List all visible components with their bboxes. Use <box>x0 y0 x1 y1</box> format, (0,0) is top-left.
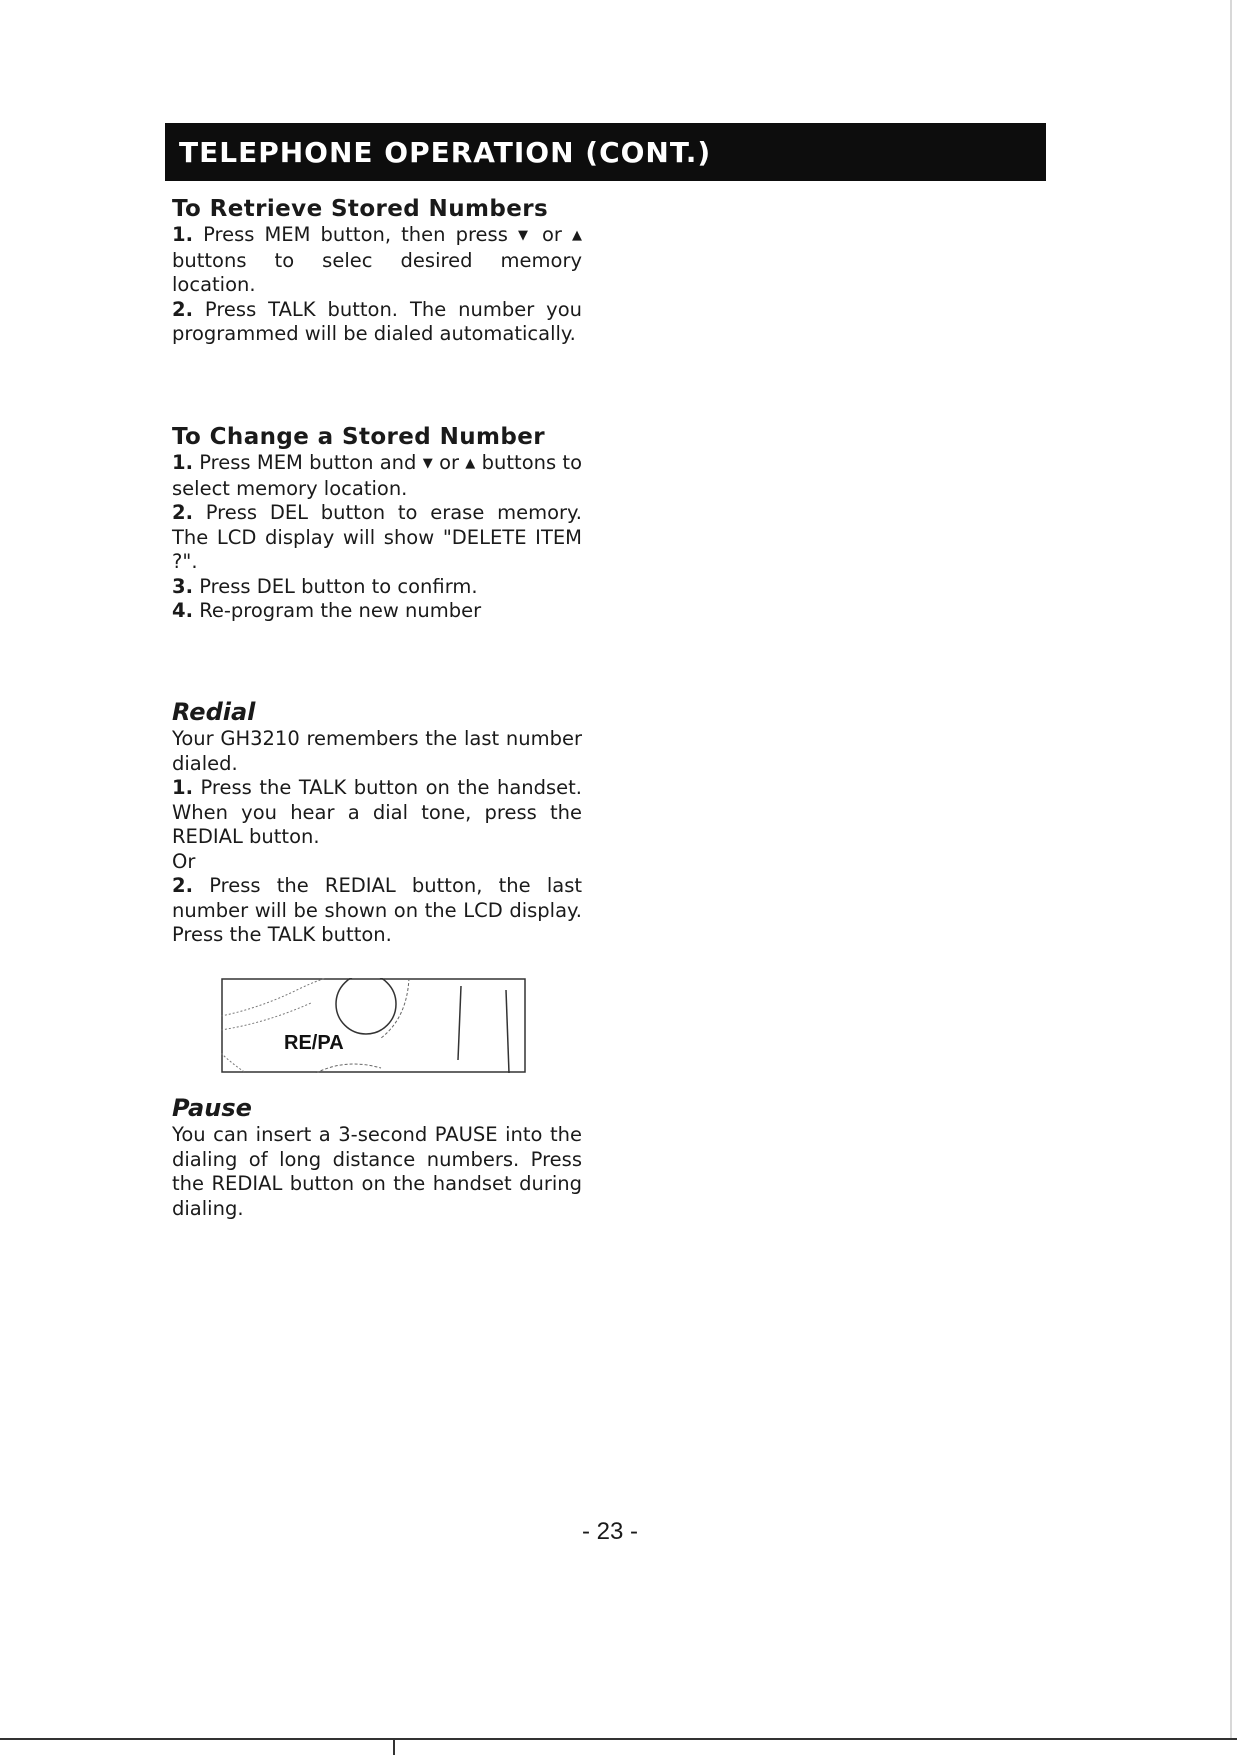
or-text: Or <box>172 849 196 873</box>
section-retrieve <box>172 195 582 347</box>
section-pause <box>172 1093 582 1221</box>
step-1: 1. Press MEM button, then press ▼ or ▲ buttons to selec desired memory location. <box>172 223 583 296</box>
section-heading: Redial <box>172 698 256 726</box>
up-arrow-icon: ▲ <box>572 228 583 243</box>
page-number: - 23 - <box>581 1518 638 1545</box>
step-1: 1. Press the TALK button on the handset. When you hear a dial tone, press the REDIAL button. <box>172 776 583 848</box>
scan-edge-bottom <box>0 1738 1237 1740</box>
section-redial <box>172 697 582 948</box>
page-title: TELEPHONE OPERATION (CONT.) <box>179 135 712 169</box>
step-2: 2. Press TALK button. The number you programmed will be dialed automatically. <box>172 297 583 345</box>
up-arrow-icon: ▲ <box>465 456 476 471</box>
step-1: 1. Press MEM button and ▼ or ▲ buttons to select memory location. <box>172 451 583 500</box>
step-2: 2. Press DEL button to erase memory. The LCD display will show "DELETE ITEM ?". <box>172 501 582 573</box>
redial-intro: Your GH3210 remembers the last number dialed. <box>172 727 582 775</box>
section-heading: To Retrieve Stored Numbers <box>172 196 549 222</box>
step-4: 4. Re-program the new number <box>172 599 482 622</box>
scan-edge-right <box>1230 0 1232 1740</box>
down-arrow-icon: ▼ <box>422 456 433 471</box>
section-change <box>172 423 582 624</box>
scan-edge-tick <box>393 1738 395 1755</box>
page-title-bar <box>165 123 1046 181</box>
section-heading: To Change a Stored Number <box>172 424 545 450</box>
pause-text: You can insert a 3-second PAUSE into the dialing of long distance numbers. Press the REDIAL button on the handset during dialing. <box>172 1123 582 1220</box>
handset-button-illustration <box>221 978 526 1073</box>
section-heading: Pause <box>172 1094 252 1122</box>
step-2: 2. Press the REDIAL button, the last number will be shown on the LCD display. Press the TALK button. <box>172 874 582 946</box>
repa-label: RE/PA <box>284 1032 344 1054</box>
step-3: 3. Press DEL button to confirm. <box>172 574 478 598</box>
down-arrow-icon: ▼ <box>517 228 532 243</box>
